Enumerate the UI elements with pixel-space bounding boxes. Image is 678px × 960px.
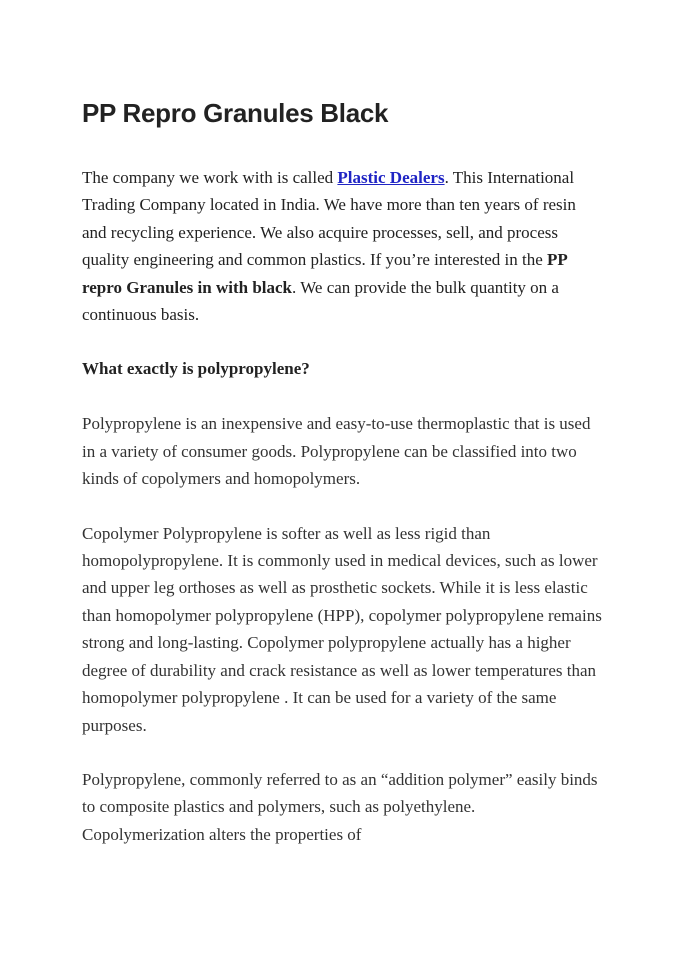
body-paragraph-2: Copolymer Polypropylene is softer as well as less rigid than homopolypropylene. It is commonly used in medical devices, such as lower and upper leg orthoses as well as prosthetic sockets. While it is less elastic than homopolymer polypropylene (HPP), copolymer polypropylene remains strong and long-lasting. Copolymer polypropylene actually has a higher degree of durability and crack resistance as well as lower temperatures than homopolymer polypropylene . It can be used for a variety of the same purposes. — [82, 523, 602, 735]
body-paragraph-3: Polypropylene, commonly referred to as an “addition polymer” easily binds to composite plastics and polymers, such as polyethylene. Copolymerization alters the properties of — [82, 769, 598, 844]
document-page — [82, 96, 602, 875]
body-paragraph-1: Polypropylene is an inexpensive and easy-to-use thermoplastic that is used in a variety of consumer goods. Polypropylene can be classified into two kinds of copolymers and homopolymers. — [82, 414, 591, 489]
intro-text-end: . We can provide the bulk quantity on a continuous basis. — [82, 277, 559, 325]
plastic-dealers-link[interactable]: Plastic Dealers — [337, 168, 445, 187]
section-heading: What exactly is polypropylene? — [82, 359, 310, 379]
intro-paragraph — [82, 164, 602, 328]
intro-text-middle: . This International Trading Company located in India. We have more than ten years of resin and recycling experience. We also acquire processes, sell, and process quality engineering and common plastics. If you’re interested in the — [82, 168, 576, 270]
page-title: PP Repro Granules Black — [82, 98, 389, 128]
intro-bold-text: PP repro Granules in with black — [82, 250, 567, 297]
intro-text-start: The company we work with is called — [82, 168, 338, 187]
